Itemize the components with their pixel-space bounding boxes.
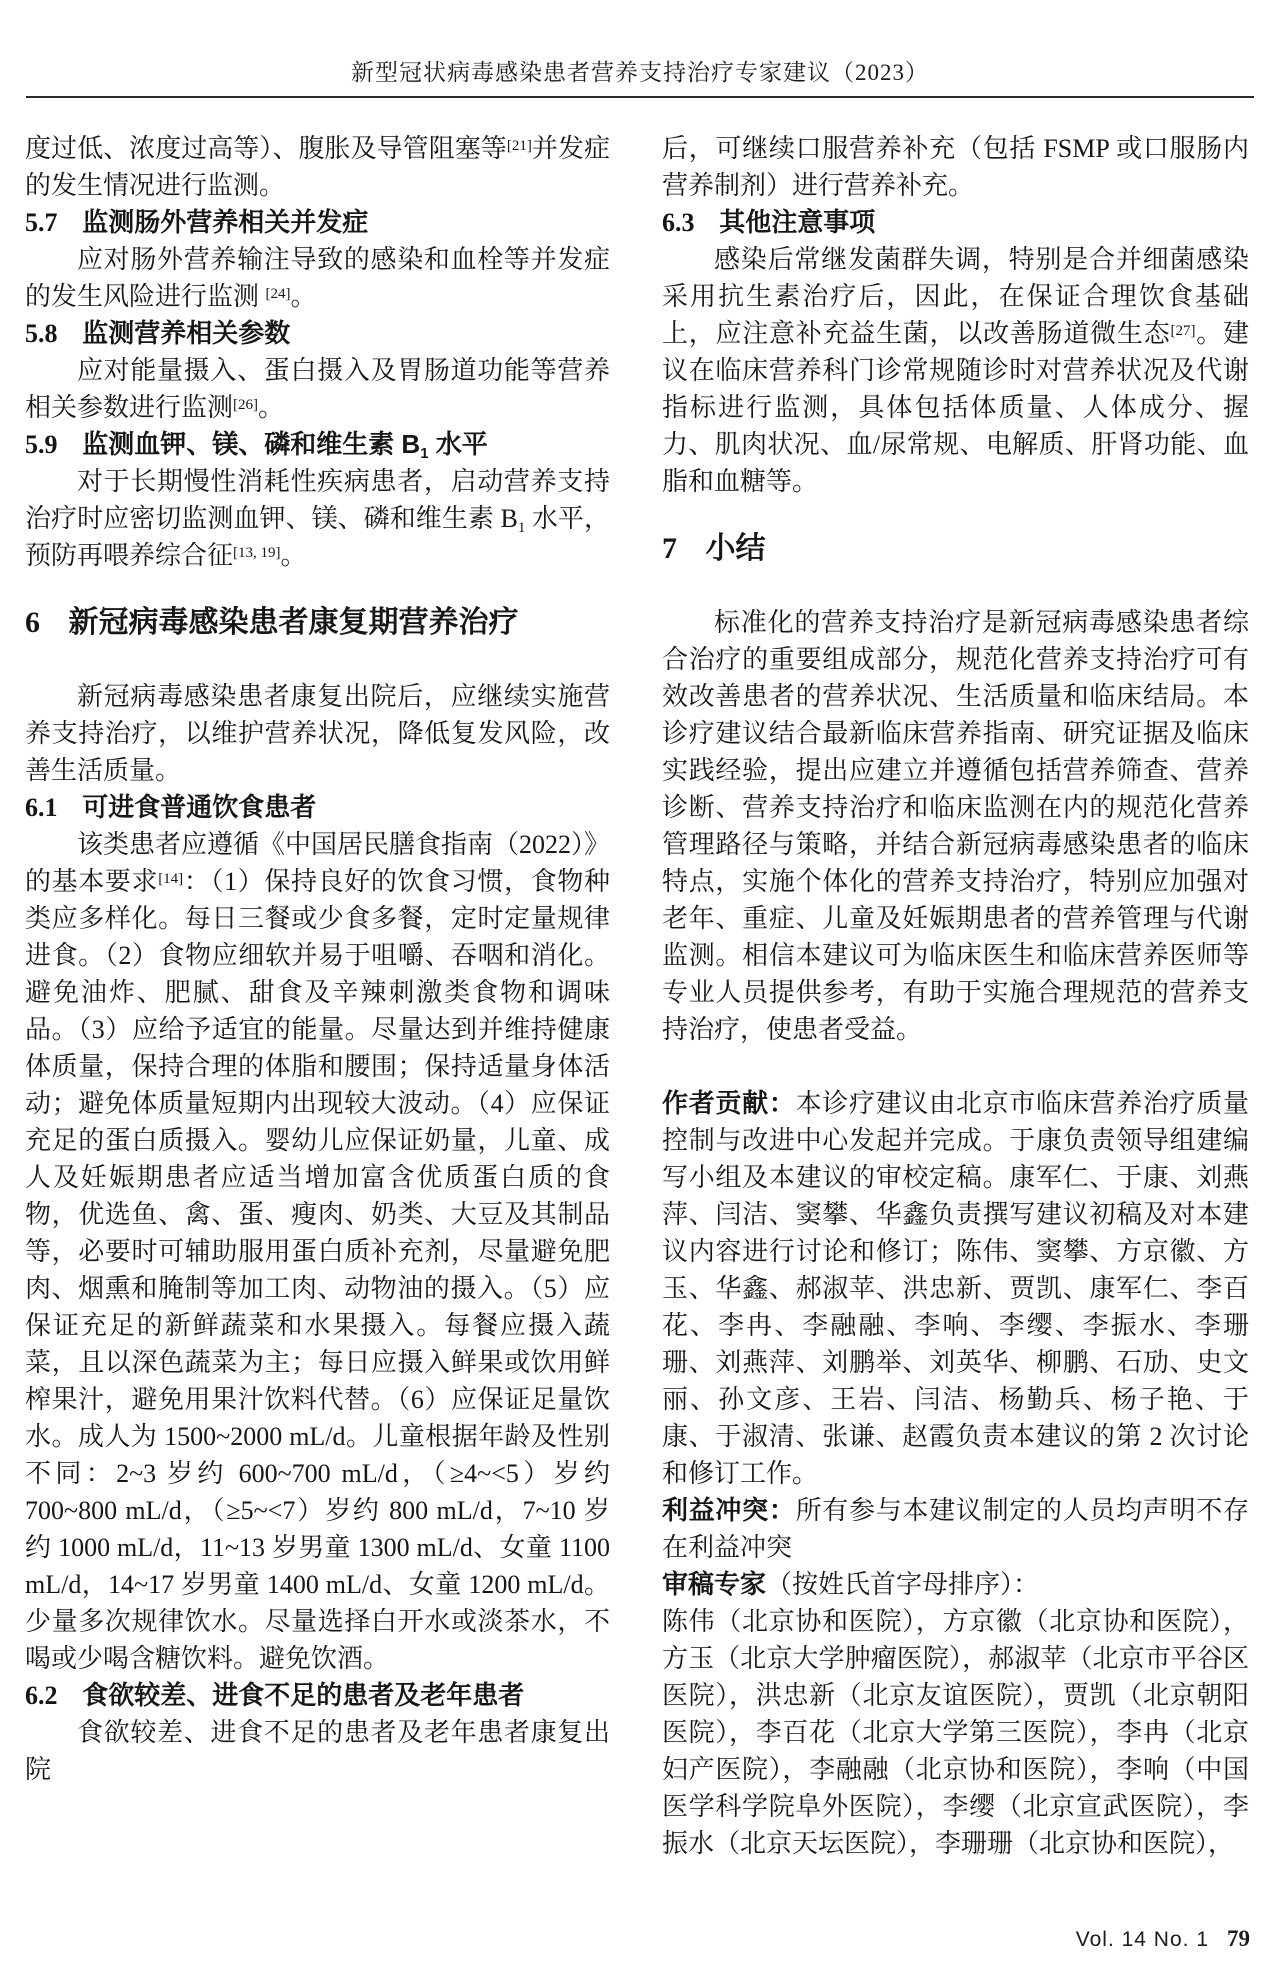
text-run: 对于长期慢性消耗性疾病患者，启动营养支持治疗时应密切监测血钾、镁、磷和维生素 B <box>25 467 610 533</box>
paragraph <box>25 463 610 574</box>
text-run: 所有参与本建议制定的人员均声明不存在利益冲突 <box>662 1496 1249 1562</box>
subscript: 1 <box>420 445 429 462</box>
text-run: （按姓氏首字母排序）： <box>766 1570 1040 1599</box>
text-run: 新冠病毒感染患者康复期营养治疗 <box>68 606 519 639</box>
paragraph <box>662 241 1249 500</box>
paragraph <box>25 241 610 315</box>
paragraph <box>25 1714 610 1788</box>
text-run: 应对能量摄入、蛋白摄入及胃肠道功能等营养相关参数进行监测 <box>25 356 610 422</box>
subsection-heading <box>662 204 1249 241</box>
text-run: 可进食普通饮食患者 <box>82 792 317 822</box>
reference-superscript: [24] <box>265 286 291 302</box>
text-run: 食欲较差、进食不足的患者及老年患者康复出院 <box>25 1718 610 1784</box>
text-run: 感染后常继发菌群失调，特别是合并细菌感染采用抗生素治疗后，因此，在保证合理饮食基础上，应注意补充益生菌，以改善肠道微生态 <box>662 245 1249 348</box>
text-run: 其他注意事项 <box>719 207 876 237</box>
text-run: 监测肠外营养相关并发症 <box>82 207 369 237</box>
text-run: 监测血钾、镁、磷和维生素 B <box>82 429 421 459</box>
heading-number: 6.1 <box>25 793 58 822</box>
text-run: 度过低、浓度过高等）、腹胀及导管阻塞等 <box>25 134 507 163</box>
text-run: 。 <box>290 282 317 311</box>
text-run: 。建议在临床营养科门诊常规随诊时对营养状况及代谢指标进行监测，具体包括体质量、人体成分、握力、肌肉状况、血/尿常规、电解质、肝肾功能、血脂和血糖等。 <box>662 319 1249 496</box>
text-run: 审稿专家 <box>662 1569 767 1599</box>
reference-superscript: [13, 19] <box>233 545 281 561</box>
paragraph <box>25 130 610 204</box>
text-run: 监测营养相关参数 <box>82 318 291 348</box>
text-run: 并发症的发生情况进行监测。 <box>25 134 610 200</box>
text-run: 后，可继续口服营养补充（包括 FSMP 或口服肠内营养制剂）进行营养补充。 <box>662 134 1249 200</box>
reference-superscript: [27] <box>1170 323 1196 339</box>
page-footer <box>1076 1926 1250 1952</box>
paragraph <box>25 826 610 1677</box>
paragraph <box>662 130 1249 204</box>
paragraph <box>662 604 1249 1048</box>
text-run: 本诊疗建议由北京市临床营养治疗质量控制与改进中心发起并完成。于康负责领导组建编写小组及本建议的审校定稿。康军仁、于康、刘燕萍、闫洁、窦攀、华鑫负责撰写建议初稿及对本建议内容进行讨论和修订；陈伟、窦攀、方京徽、方玉、华鑫、郝淑苹、洪忠新、贾凯、康军仁、李百花、李冉、李融融、李响、李缨、李振水、李珊珊、刘燕萍、刘鹏举、刘英华、柳鹏、石劢、史文丽、孙文彦、王岩、闫洁、杨勤兵、杨子艳、于康、于淑清、张谦、赵霞负责本建议的第 2 次讨论和修订工作。 <box>662 1089 1249 1488</box>
subsection-heading <box>25 789 610 826</box>
subsection-heading <box>25 1677 610 1714</box>
reference-superscript: [26] <box>233 397 259 413</box>
paragraph <box>25 352 610 426</box>
heading-number: 5.8 <box>25 319 58 348</box>
reference-superscript: [21] <box>506 138 532 154</box>
journal-volume-issue: Vol. 14 No. 1 <box>1075 1928 1209 1951</box>
subsection-heading <box>25 315 610 352</box>
paragraph <box>662 1085 1249 1492</box>
text-run: 食欲较差、进食不足的患者及老年患者 <box>82 1680 525 1710</box>
text-run: 陈伟（北京协和医院），方京徽（北京协和医院），方玉（北京大学肿瘤医院），郝淑苹（北京市平谷区医院），洪忠新（北京友谊医院），贾凯（北京朝阳医院），李百花（北京大学第三医院），李冉（北京妇产医院），李融融（北京协和医院），李响（中国医学科学院阜外医院），李缨（北京宣武医院），李振水（北京天坛医院），李珊珊（北京协和医院）， <box>662 1607 1249 1858</box>
text-run: 水平，预防再喂养综合征 <box>25 504 610 570</box>
subscript: 1 <box>517 520 526 536</box>
text-run: 作者贡献： <box>662 1088 796 1118</box>
heading-number: 5.7 <box>25 208 58 237</box>
paragraph <box>25 678 610 789</box>
paragraph <box>662 1492 1249 1566</box>
text-run: 。 <box>258 393 285 422</box>
text-run: 水平 <box>428 429 488 459</box>
header-rule <box>26 96 1254 98</box>
heading-number: 7 <box>662 532 677 565</box>
section-heading <box>662 528 1249 570</box>
subsection-heading <box>25 426 610 463</box>
text-run: 。 <box>280 541 307 570</box>
reference-superscript: [14] <box>158 871 184 887</box>
column-left <box>25 130 610 1788</box>
heading-number: 6 <box>25 606 40 639</box>
heading-number: 6.2 <box>25 1681 58 1710</box>
text-run: ：（1）保持良好的饮食习惯，食物种类应多样化。每日三餐或少食多餐，定时定量规律进食。（2）食物应细软并易于咀嚼、吞咽和消化。避免油炸、肥腻、甜食及辛辣刺激类食物和调味品。（3）应给予适宜的能量。尽量达到并维持健康体质量，保持合理的体脂和腰围；保持适量身体活动；避免体质量短期内出现较大波动。（4）应保证充足的蛋白质摄入。婴幼儿应保证奶量，儿童、成人及妊娠期患者应适当增加富含优质蛋白质的食物，优选鱼、禽、蛋、瘦肉、奶类、大豆及其制品等，必要时可辅助服用蛋白质补充剂，尽量避免肥肉、烟熏和腌制等加工肉、动物油的摄入。（5）应保证充足的新鲜蔬菜和水果摄入。每餐应摄入蔬菜，且以深色蔬菜为主；每日应摄入鲜果或饮用鲜榨果汁，避免用果汁饮料代替。（6）应保证足量饮水。成人为 1500~2000 mL/d。儿童根据年龄及性别不同：2~3 岁约 600~700 mL/d，（≥4~<5）岁约 700~800 mL/d，（≥5~<7）岁约 800 mL/d，7~10 岁约 1000 mL/d，11~13 岁男童 1300 mL/d、女童 1100 mL/d，14~17 岁男童 1400 mL/d、女童 1200 mL/d。少量多次规律饮水。尽量选择白开水或淡茶水，不喝或少喝含糖饮料。避免饮酒。 <box>25 867 610 1673</box>
paragraph <box>662 1566 1249 1603</box>
subsection-heading <box>25 204 610 241</box>
heading-number: 6.3 <box>662 208 695 237</box>
text-run: 利益冲突： <box>662 1495 796 1525</box>
page-number: 79 <box>1227 1926 1250 1951</box>
paragraph <box>662 1603 1249 1862</box>
text-run: 小结 <box>705 532 766 565</box>
heading-number: 5.9 <box>25 430 58 459</box>
running-header-title: 新型冠状病毒感染患者营养支持治疗专家建议（2023） <box>351 60 929 85</box>
text-run: 新冠病毒感染患者康复出院后，应继续实施营养支持治疗，以维护营养状况，降低复发风险，改善生活质量。 <box>25 682 610 785</box>
text-run: 标准化的营养支持治疗是新冠病毒感染患者综合治疗的重要组成部分，规范化营养支持治疗可有效改善患者的营养状况、生活质量和临床结局。本诊疗建议结合最新临床营养指南、研究证据及临床实践经验，提出应建立并遵循包括营养筛查、营养诊断、营养支持治疗和临床监测在内的规范化营养管理路径与策略，并结合新冠病毒感染患者的临床特点，实施个体化的营养支持治疗，特别应加强对老年、重症、儿童及妊娠期患者的营养管理与代谢监测。相信本建议可为临床医生和临床营养医师等专业人员提供参考，有助于实施合理规范的营养支持治疗，使患者受益。 <box>662 608 1249 1044</box>
text-run: 应对肠外营养输注导致的感染和血栓等并发症的发生风险进行监测 <box>25 245 610 311</box>
column-right <box>662 130 1249 1862</box>
section-heading <box>25 602 610 644</box>
text-run: 该类患者应遵循《中国居民膳食指南（2022）》的基本要求 <box>25 830 611 896</box>
